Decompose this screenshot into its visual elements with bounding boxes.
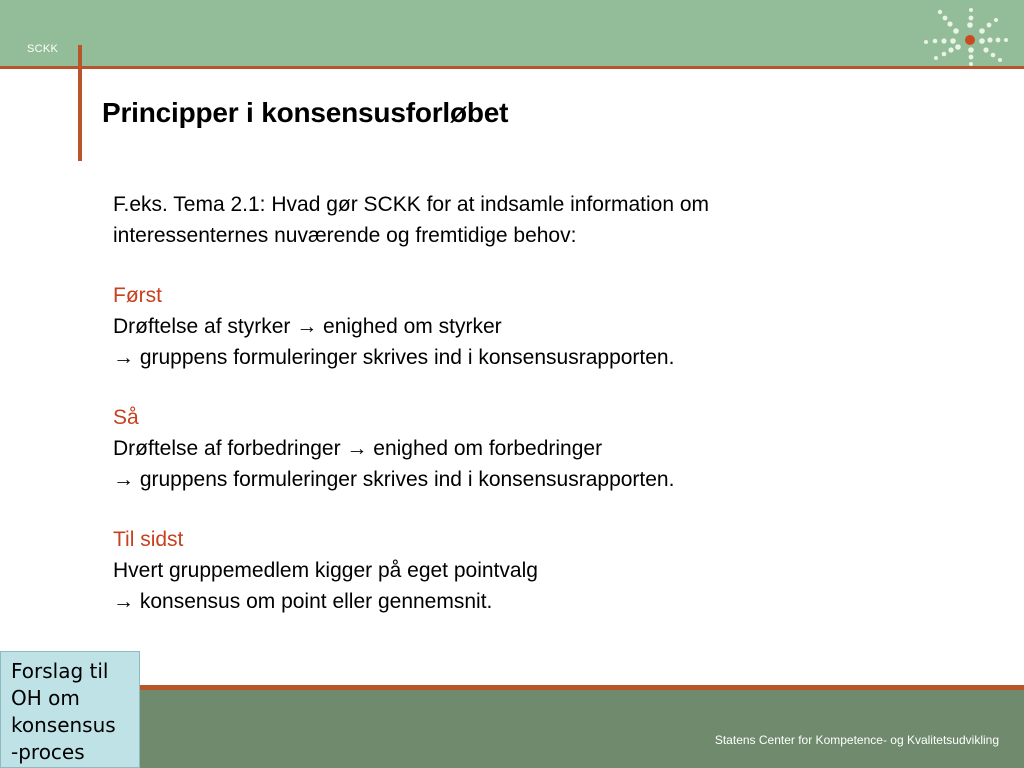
section-line: Drøftelse af styrker → enighed om styrker (113, 315, 502, 338)
section-line: → konsensus om point eller gennemsnit. (113, 590, 493, 613)
intro-line: F.eks. Tema 2.1: Hvad gør SCKK for at indsamle information om (113, 193, 710, 216)
note-box: Forslag til OH om konsensus -proces (0, 651, 140, 768)
section-heading-finally: Til sidst (113, 528, 184, 551)
section-line: → gruppens formuleringer skrives ind i konsensusrapporten. (113, 468, 675, 491)
footer-band (140, 690, 1024, 768)
section-line: Drøftelse af forbedringer → enighed om forbedringer (113, 437, 603, 460)
slide-body (113, 189, 973, 617)
slide-title: Principper i konsensusforløbet (102, 97, 509, 128)
section-line: Hvert gruppemedlem kigger på eget pointvalg (113, 559, 538, 582)
star-dots-logo-icon (920, 4, 1010, 68)
header-band (0, 0, 1024, 68)
intro-line: interessenternes nuværende og fremtidige behov: (113, 224, 577, 247)
footer-text: Statens Center for Kompetence- og Kvalitetsudvikling (714, 733, 999, 747)
brand-label: SCKK (27, 43, 59, 55)
header-rule (0, 66, 1024, 69)
section-heading-then: Så (113, 406, 139, 429)
section-heading-first: Først (113, 284, 162, 307)
section-line: → gruppens formuleringer skrives ind i konsensusrapporten. (113, 346, 675, 369)
title-accent-bar (78, 45, 82, 161)
